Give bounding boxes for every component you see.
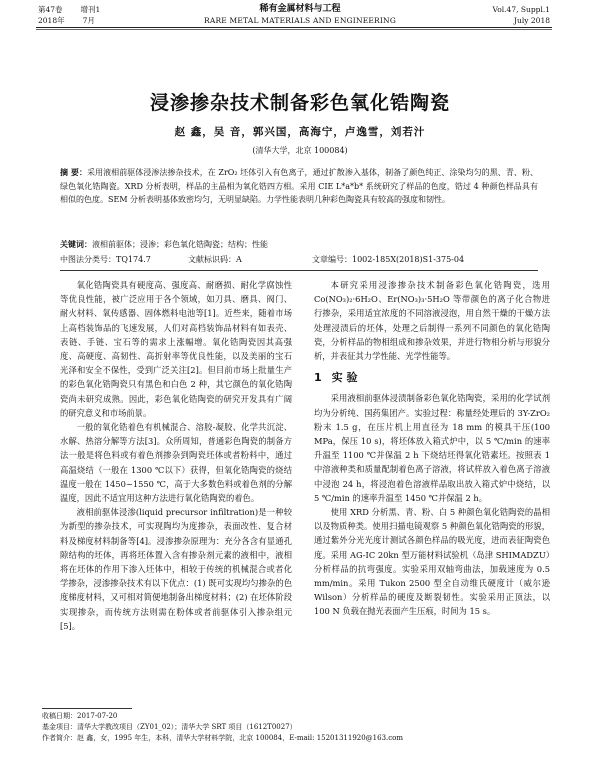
volume-en: Vol.47, Suppl.1 bbox=[492, 5, 550, 14]
running-header-right bbox=[493, 4, 550, 26]
body-paragraph: 一般的氧化锆着色有机械混合、溶胶-凝胶、化学共沉淀、水解、热溶分解等方法[3]。众所周知，普通彩色陶瓷的制备方法一般是将色料或有着色剂掺杂到陶瓷坯体或者粉料中，通过高温烧结（一般在 1300 ℃以下）获得，但氧化锆陶瓷的烧结温度一般在 1450~1550 ℃，高于大多数色料或着色剂的分解温度，因此不适宜用这种方法进行氧化锆陶瓷的着色。 bbox=[60, 422, 292, 504]
volume-cn: 第47卷 bbox=[38, 5, 63, 14]
body-paragraph: 本研究采用浸渗掺杂技术制备彩色氧化锆陶瓷，选用 Co(NO₃)₂·6H₂O、Er(NO₃)₃·5H₂O 等带颜色的离子化合物进行掺杂，采用适宜浓度的不同溶液浸泡，用自然干燥的干燥方法处理浸渍后的坯体，处理之后制得一系列不同颜色的氧化锆陶瓷，分析样品的物相组成和掺杂效果，并进行物相分析与形貌分析，并表征其力学性能、光学性能等。 bbox=[314, 280, 550, 362]
clc-number: 中图法分类号：TQ174.7 bbox=[60, 255, 151, 264]
keywords bbox=[60, 238, 538, 251]
body-paragraph: 使用 XRD 分析黑、青、粉、白 5 种颜色氧化锆陶瓷的晶相以及物质种类。使用扫描电镜观察 5 种颜色氧化锆陶瓷的形貌，通过紫外分光光度计测试各颜色样品的吸光度，进而表征陶瓷色度。采用 AG-IC 20kn 型万能材料试验机（岛津 SHIMADZU）分析样品的抗弯强度。实验采用双轴弯曲法，加载速度为 0.5 mm/min。采用 Tukon 2500 型全自动维氏硬度计（威尔逊 Wilson）分析样品的硬度及断裂韧性。实验采用正顶法，以 100 N 负载在抛光表面产生压痕，时间为 15 s。 bbox=[314, 507, 550, 617]
author-bio: 作者简介：赵 鑫，女，1995 年生，本科，清华大学材料学院，北京 100084，E-mail: 15201311920@163.com bbox=[42, 734, 404, 742]
body-paragraph: 氧化锆陶瓷具有硬度高、强度高、耐磨损、耐化学腐蚀性等优良性能，被广泛应用于各个领域，如刀具、磨具、阀门、耐火材料、氧传感器、固体燃料电池等[1]。近些来，随着市场上高档装饰品的飞速发展，人们对高档装饰品材料有如表壳、表链、手链、宝石等的需求上涨幅增。氧化锆陶瓷因其高强度、高硬度、高韧性、高折射率等优良性能，以及美丽的宝石光泽和安全不保性，受到广泛关注[2]。但目前市场上批量生产的彩色氧化锆陶瓷只有黑色和白色 2 种，其它颜色的氧化锆陶瓷尚未研究成熟。因此，彩色氧化锆陶瓷的研究开发具有广阔的研究意义和市场前景。 bbox=[60, 280, 292, 418]
issue-cn: 增刊1 bbox=[80, 5, 101, 14]
section-number: 1 bbox=[314, 371, 322, 385]
journal-name-en: RARE METAL MATERIALS AND ENGINEERING bbox=[203, 16, 397, 25]
header-rule bbox=[36, 27, 552, 28]
header-rule-thin bbox=[36, 29, 552, 30]
section-title: 实 验 bbox=[331, 371, 358, 385]
body-paragraph: 采用液相前驱体浸渍制备彩色氧化锆陶瓷，采用的化学试剂均为分析纯、国药集团产。实验过程：称量经处理后的 3Y-ZrO₂ 粉末 1.5 g，在压片机上用直径为 18 mm 的模具干压(100 MPa，保压 10 s)，将坯体放入箱式炉中，以 5 ℃/min 的速率升温至 1100 ℃并保温 2 h 下烧结坯得氧化锆素坯。按照表 1 中溶液种类和质量配制着色离子溶液，将试样放入着色离子溶液中浸泡 24 h，将浸泡着色溶液样品取出放入箱式炉中烧结，以 5 ℃/min 的速率升温至 1450 ℃并保温 2 h。 bbox=[314, 393, 550, 503]
body-column-left bbox=[60, 278, 292, 633]
date-en: July 2018 bbox=[514, 16, 550, 25]
abstract-label: 摘 要： bbox=[60, 168, 87, 177]
article-number: 文章编号：1002-185X(2018)S1-375-04 bbox=[312, 255, 465, 264]
paper-title: 浸渗掺杂技术制备彩色氧化锆陶瓷 bbox=[149, 92, 450, 114]
footnote-rule bbox=[42, 708, 132, 709]
journal-name-cn: 稀有金属材料与工程 bbox=[259, 4, 341, 14]
abstract-text: 采用液相前驱体浸渗法掺杂技术，在 ZrO₂ 坯体引入有色离子，通过扩散渗入基体，制备了颜色纯正、涂染均匀的黑、青、粉、绿色氧化锆陶瓷。XRD 分析表明，样品的主晶相为氧化锆四方相。采用 CIE L*a*b* 系统研究了样品的色度，锆过 4 种颜色样品具有相似的色度。SEM 分析表明基体致密均匀，无明显缺陷。力学性能表明几种彩色陶瓷具有较高的强度和韧性。 bbox=[60, 168, 538, 204]
keywords-label: 关键词： bbox=[60, 240, 92, 249]
month-cn: 7月 bbox=[82, 16, 95, 25]
section-heading bbox=[314, 371, 550, 385]
keywords-text: 液相前驱体；浸渗；彩色氧化锆陶瓷；结构；性能 bbox=[92, 240, 268, 249]
footnotes bbox=[42, 711, 550, 744]
abstract-separator bbox=[60, 270, 538, 271]
year: 2018年 bbox=[38, 16, 65, 25]
classification-row bbox=[60, 253, 538, 266]
funding: 基金项目：清华大学教改项目（ZY01_02）；清华大学 SRT 项目（1612T0027） bbox=[42, 723, 297, 731]
body-column-right bbox=[314, 278, 550, 619]
document-code: 文献标识码：A bbox=[188, 255, 242, 264]
affiliation: (清华大学，北京 100084) bbox=[252, 146, 348, 155]
body-paragraph: 液相前驱体浸渗(liquid precursor infiltration)是一种较为新型的掺杂技术，可实现陶均为度掺杂，表面改性、复合材料及梯度材料制备等[4]。浸渗掺杂原理为：充分各含有显通孔隙结构的坯体，再将坯体置入含有掺杂剂元素的液相中，液相将在坯体的作用下渗入坯体中，相较于传统的机械混合或者化学掺杂，浸渗掺杂技术有以下优点：(1) 既可实现均匀掺杂的色度梯度材料，又可相对简便地制备出梯度材料；(2) 在坯体阶段实现掺杂，而传统方法则需在粉体或者前驱体引入掺杂组元[5]。 bbox=[60, 507, 292, 631]
abstract bbox=[60, 166, 538, 207]
author-list: 赵 鑫，吴 音，郭兴国，高海宁，卢逸雪，刘若汁 bbox=[174, 126, 426, 138]
received-date: 收稿日期：2017-07-20 bbox=[42, 712, 118, 720]
